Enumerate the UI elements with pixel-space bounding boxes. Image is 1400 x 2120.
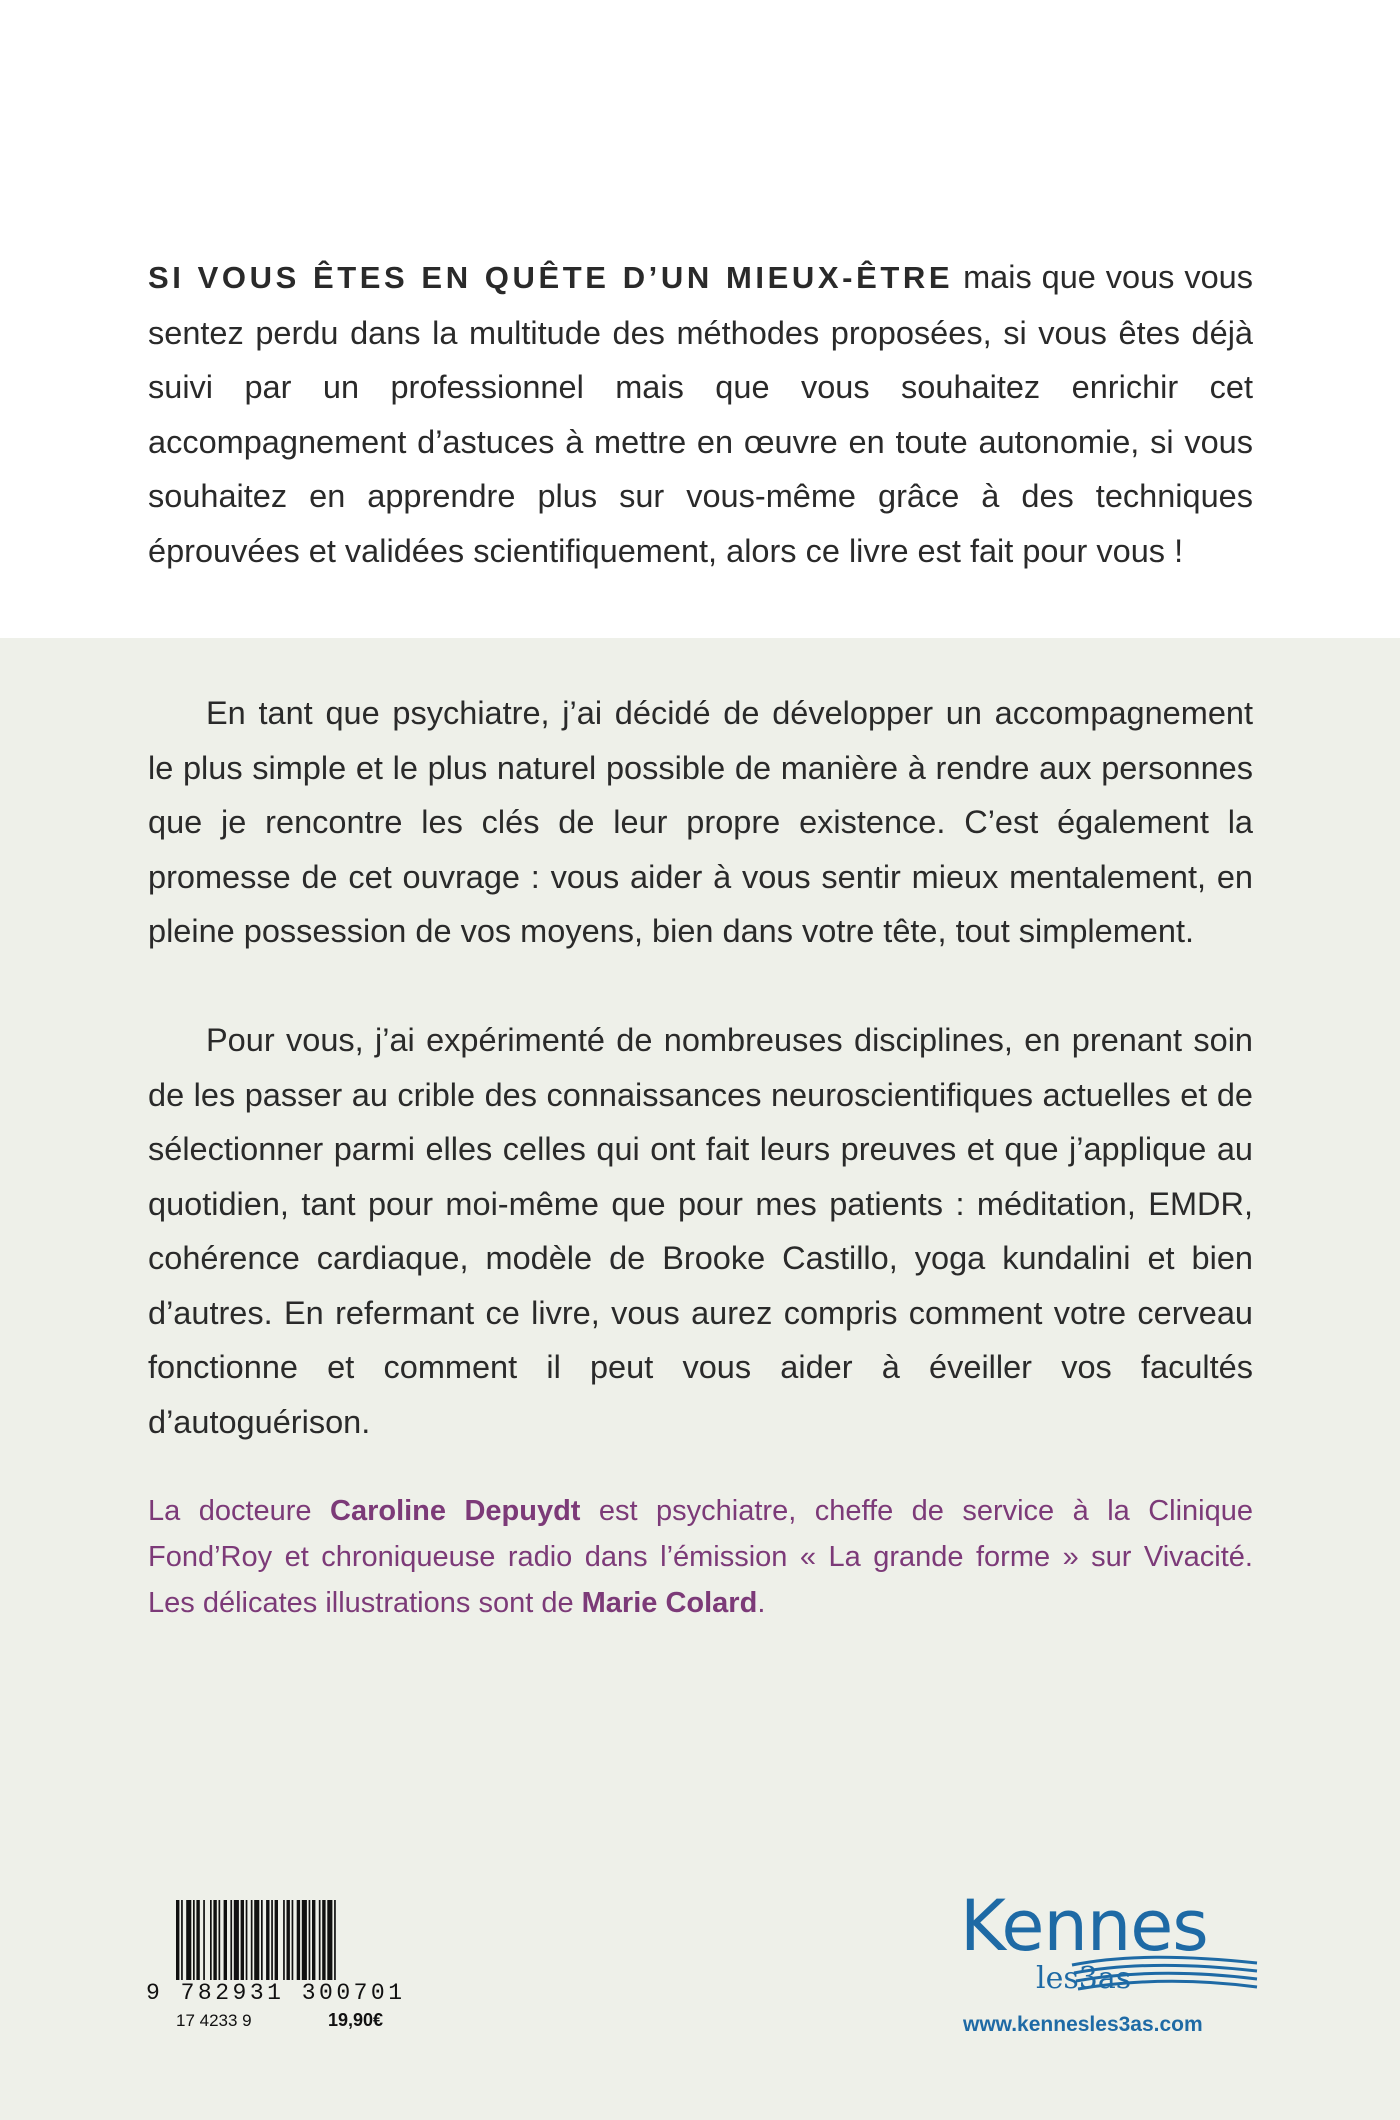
barcode-bar xyxy=(319,1900,321,1980)
barcode-bar xyxy=(251,1900,253,1980)
barcode-bar xyxy=(271,1900,273,1980)
author-bio-mid: est psychiatre, cheffe de service à la Clinique Fond’Roy et chroniqueuse radio dans l’émission « La grande forme » sur Vivacité. Les délicates illustrations sont de xyxy=(148,1495,1253,1619)
publisher-website[interactable]: www.kennesles3as.com xyxy=(963,2013,1203,2036)
barcode-bar xyxy=(196,1900,199,1980)
barcode-bar xyxy=(224,1900,227,1980)
barcode-bar xyxy=(261,1900,263,1980)
barcode-bar xyxy=(219,1900,221,1980)
barcode-bar xyxy=(254,1900,259,1980)
author-bio-post: . xyxy=(757,1587,766,1619)
barcode-code: 17 4233 9 xyxy=(176,2011,252,2030)
body-paragraph-1: En tant que psychiatre, j’ai décidé de développer un accompagnement le plus simple et le plus naturel possible de manière à rendre aux personnes que je rencontre les clés de leur propre existence. C’est également la promesse de cet ouvrage : vous aider à vous sentir mieux mentalement, en pleine possession de vos moyens, bien dans votre tête, tout simplement. xyxy=(148,695,1253,949)
publisher-logo-sub: les3as xyxy=(1036,1961,1132,1996)
barcode-bar xyxy=(309,1900,311,1980)
barcode-bar xyxy=(181,1900,183,1980)
barcode xyxy=(146,1900,429,2038)
barcode-bar xyxy=(176,1900,179,1980)
barcode-digits: 9 782931 300701 xyxy=(146,1980,406,2006)
illustrator-name: Marie Colard xyxy=(581,1587,758,1619)
barcode-bar xyxy=(230,1900,232,1980)
barcode-bar xyxy=(234,1900,239,1980)
barcode-bars xyxy=(176,1900,426,1980)
barcode-bar xyxy=(241,1900,244,1980)
barcode-bar xyxy=(312,1900,315,1980)
barcode-bar xyxy=(297,1900,300,1980)
intro-lead: SI VOUS ÊTES EN QUÊTE D’UN MIEUX-ÊTRE xyxy=(148,260,954,295)
barcode-bar xyxy=(275,1900,278,1980)
author-bio xyxy=(148,1488,1253,1626)
barcode-bar xyxy=(203,1900,205,1980)
barcode-bar xyxy=(283,1900,285,1980)
barcode-bar xyxy=(334,1900,336,1980)
intro-text: mais que vous vous sentez perdu dans la multitude des méthodes proposées, si vous êtes déjà suivi par un professionnel mais que vous souhaitez enrichir cet accompagnement d’astuces à mettre en œuvre en toute autonomie, si vous souhaitez en apprendre plus sur vous-même grâce à des techniques éprouvées et validées scientifiquement, alors ce livre est fait pour vous ! xyxy=(148,259,1253,569)
barcode-bar xyxy=(210,1900,212,1980)
barcode-bar xyxy=(213,1900,216,1980)
author-name: Caroline Depuydt xyxy=(330,1495,581,1527)
barcode-bar xyxy=(292,1900,294,1980)
body-paragraph-2: Pour vous, j’ai expérimenté de nombreuses disciplines, en prenant soin de les passer au crible des connaissances neuroscientifiques actuelles et de sélectionner parmi elles celles qui ont fait leurs preuves et que j’applique au quotidien, tant pour moi-même que pour mes patients : méditation, EMDR, cohérence cardiaque, modèle de Brooke Castillo, yoga kundalini et bien d’autres. En refermant ce livre, vous aurez compris comment votre cerveau fonctionne et comment il peut vous aider à éveiller vos facultés d’autoguérison. xyxy=(148,1022,1253,1440)
barcode-bar xyxy=(322,1900,325,1980)
barcode-bar xyxy=(246,1900,248,1980)
barcode-bar xyxy=(193,1900,195,1980)
barcode-bar xyxy=(186,1900,191,1980)
barcode-bar xyxy=(302,1900,307,1980)
intro-paragraph xyxy=(148,250,1253,578)
price: 19,90€ xyxy=(328,2010,384,2030)
barcode-bar xyxy=(287,1900,290,1980)
publisher-logo xyxy=(960,1885,1260,1995)
barcode-bar xyxy=(266,1900,269,1980)
publisher-logo-name: Kennes xyxy=(960,1885,1208,1967)
barcode-bar xyxy=(327,1900,332,1980)
author-bio-pre: La docteure xyxy=(148,1495,330,1527)
